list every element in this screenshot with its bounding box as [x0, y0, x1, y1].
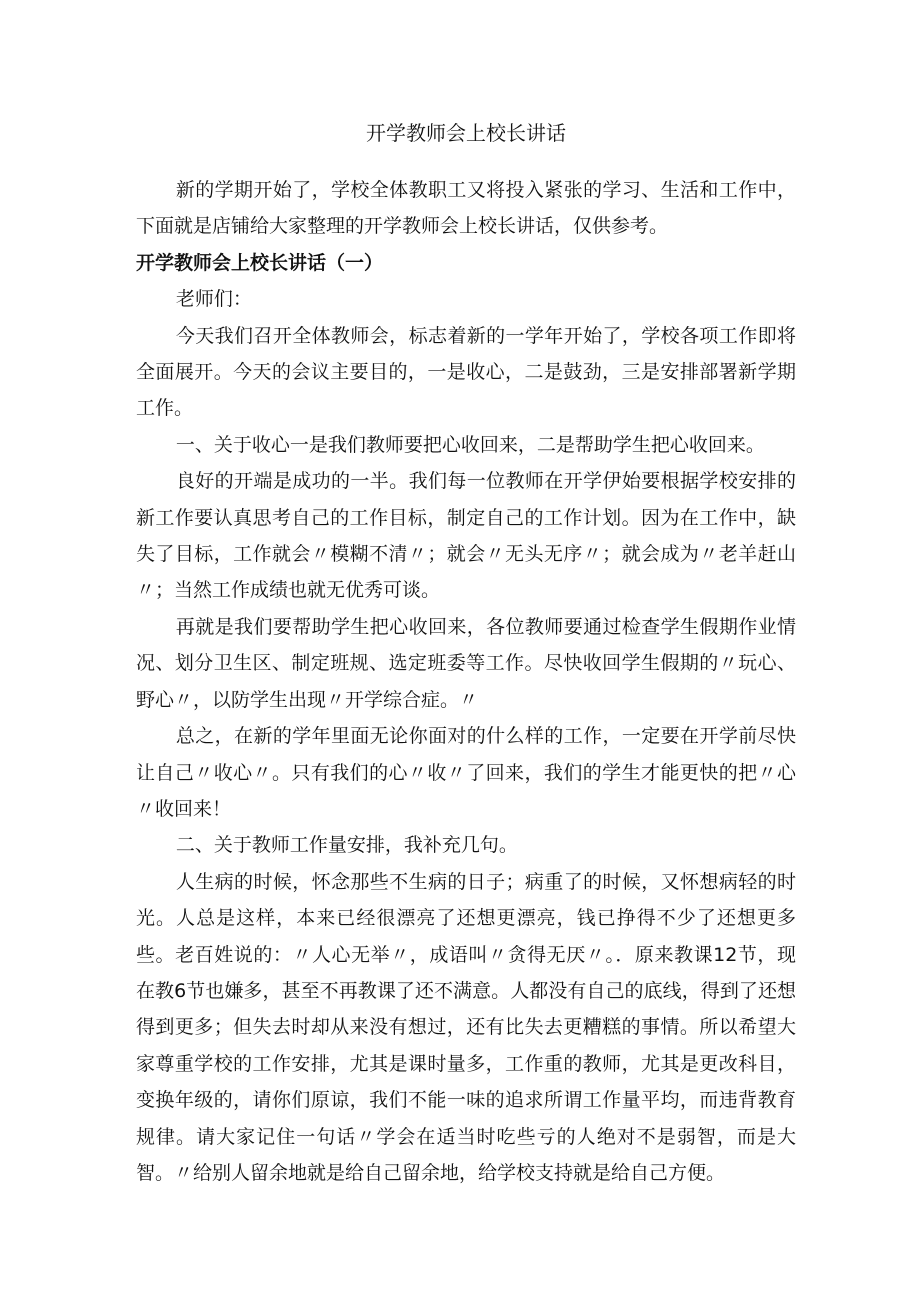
section-heading: 开学教师会上校长讲话（一）	[136, 251, 384, 274]
body-paragraph: 今天我们召开全体教师会，标志着新的一学年开始了，学校各项工作即将全面展开。今天的会议主要目的，一是收心，二是鼓劲，三是安排部署新学期工作。	[136, 324, 796, 420]
document-body	[136, 172, 796, 1191]
body-paragraph: 再就是我们要帮助学生把心收回来，各位教师要通过检查学生假期作业情况、划分卫生区、制定班规、选定班委等工作。尽快收回学生假期的〃玩心、野心〃，以防学生出现〃开学综合症。〃	[136, 615, 796, 711]
intro-paragraph: 新的学期开始了，学校全体教职工又将投入紧张的学习、生活和工作中，下面就是店铺给大家整理的开学教师会上校长讲话，仅供参考。	[136, 179, 796, 238]
body-paragraph: 总之，在新的学年里面无论你面对的什么样的工作，一定要在开学前尽快让自己〃收心〃。只有我们的心〃收〃了回来，我们的学生才能更快的把〃心〃收回来！	[136, 725, 796, 820]
body-paragraph: 人生病的时候，怀念那些不生病的日子；病重了的时候，又怀想病轻的时光。人总是这样，本来已经很漂亮了还想更漂亮，钱已挣得不少了还想更多些。老百姓说的：〃人心无举〃，成语叫〃贪得无厌〃。．原来教课12节，现在教6节也嫌多，甚至不再教课了还不满意。人都没有自己的底线，得到了还想得到更多；但失去时却从来没有想过，还有比失去更糟糕的事情。所以希望大家尊重学校的工作安排，尤其是课时量多，工作重的教师，尤其是更改科目，变换年级的，请你们原谅，我们不能一味的追求所谓工作量平均，而违背教育规律。请大家记住一句话〃学会在适当时吃些亏的人绝对不是弱智，而是大智。〃给别人留余地就是给自己留余地，给学校支持就是给自己方便。	[136, 870, 796, 1184]
body-paragraph: 一、关于收心一是我们教师要把心收回来，二是帮助学生把心收回来。	[175, 433, 765, 456]
document-title: 开学教师会上校长讲话	[366, 121, 566, 145]
body-paragraph: 良好的开端是成功的一半。我们每一位教师在开学伊始要根据学校安排的新工作要认真思考自己的工作目标，制定自己的工作计划。因为在工作中，缺失了目标，工作就会〃模糊不清〃；就会〃无头无序〃；就会成为〃老羊赶山〃；当然工作成绩也就无优秀可谈。	[136, 470, 796, 602]
salutation: 老师们：	[175, 288, 252, 311]
body-paragraph: 二、关于教师工作量安排，我补充几句。	[175, 834, 518, 857]
